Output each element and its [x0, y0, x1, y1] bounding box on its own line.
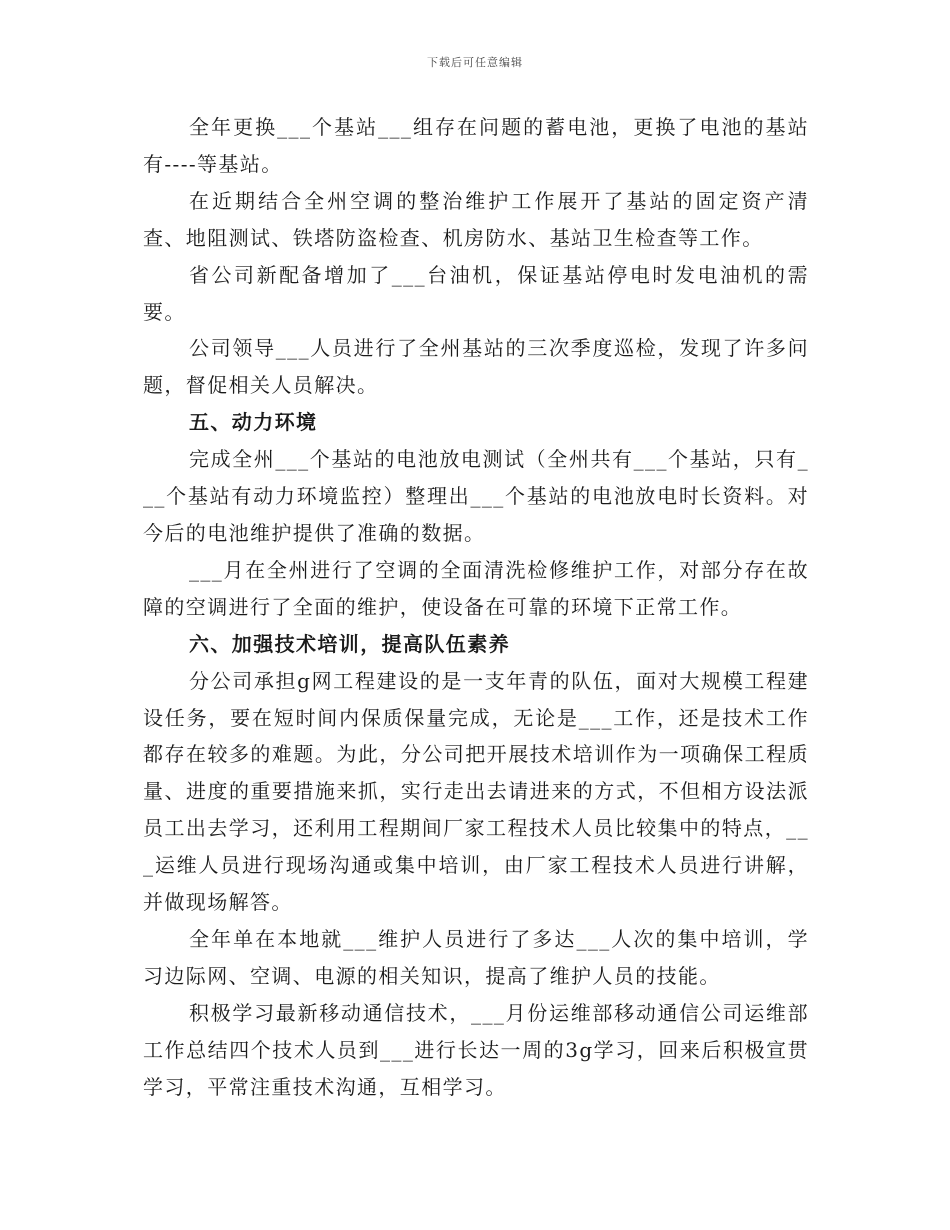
page-header: 下载后可任意编辑 — [427, 56, 523, 69]
paragraph: 在近期结合全州空调的整治维护工作展开了基站的固定资产清查、地阻测试、铁塔防盗检查、机房防水、基站卫生检查等工作。 — [143, 188, 809, 250]
paragraph: 省公司新配备增加了___台油机，保证基站停电时发电油机的需要。 — [143, 262, 809, 324]
paragraph: 全年单在本地就___维护人员进行了多达___人次的集中培训，学习边际网、空调、电源的相关知识，提高了维护人员的技能。 — [143, 926, 809, 988]
paragraph: 完成全州___个基站的电池放电测试（全州共有___个基站，只有___个基站有动力环境监控）整理出___个基站的电池放电时长资料。对今后的电池维护提供了准确的数据。 — [143, 447, 809, 545]
paragraph: 分公司承担g网工程建设的是一支年青的队伍，面对大规模工程建设任务，要在短时间内保质保量完成，无论是___工作，还是技术工作都存在较多的难题。为此，分公司把开展技术培训作为一项确保工程质量、进度的重要措施来抓，实行走出去请进来的方式，不但相方设法派员工出去学习，还利用工程期间厂家工程技术人员比较集中的特点，___运维人员进行现场沟通或集中培训，由厂家工程技术人员进行讲解，并做现场解答。 — [143, 668, 809, 915]
paragraph: ___月在全州进行了空调的全面清洗检修维护工作，对部分存在故障的空调进行了全面的维护，使设备在可靠的环境下正常工作。 — [143, 557, 809, 619]
paragraph: 全年更换___个基站___组存在问题的蓄电池，更换了电池的基站有----等基站。 — [143, 115, 809, 176]
section-heading: 六、加强技术培训，提高队伍素养 — [189, 631, 510, 656]
document-body — [143, 109, 809, 1105]
section-heading: 五、动力环境 — [189, 410, 318, 435]
paragraph: 积极学习最新移动通信技术，___月份运维部移动通信公司运维部工作总结四个技术人员到___进行长达一周的3g学习，回来后积极宣贯学习，平常注重技术沟通，互相学习。 — [143, 1000, 809, 1099]
paragraph: 公司领导___人员进行了全州基站的三次季度巡检，发现了许多问题，督促相关人员解决。 — [143, 336, 809, 398]
